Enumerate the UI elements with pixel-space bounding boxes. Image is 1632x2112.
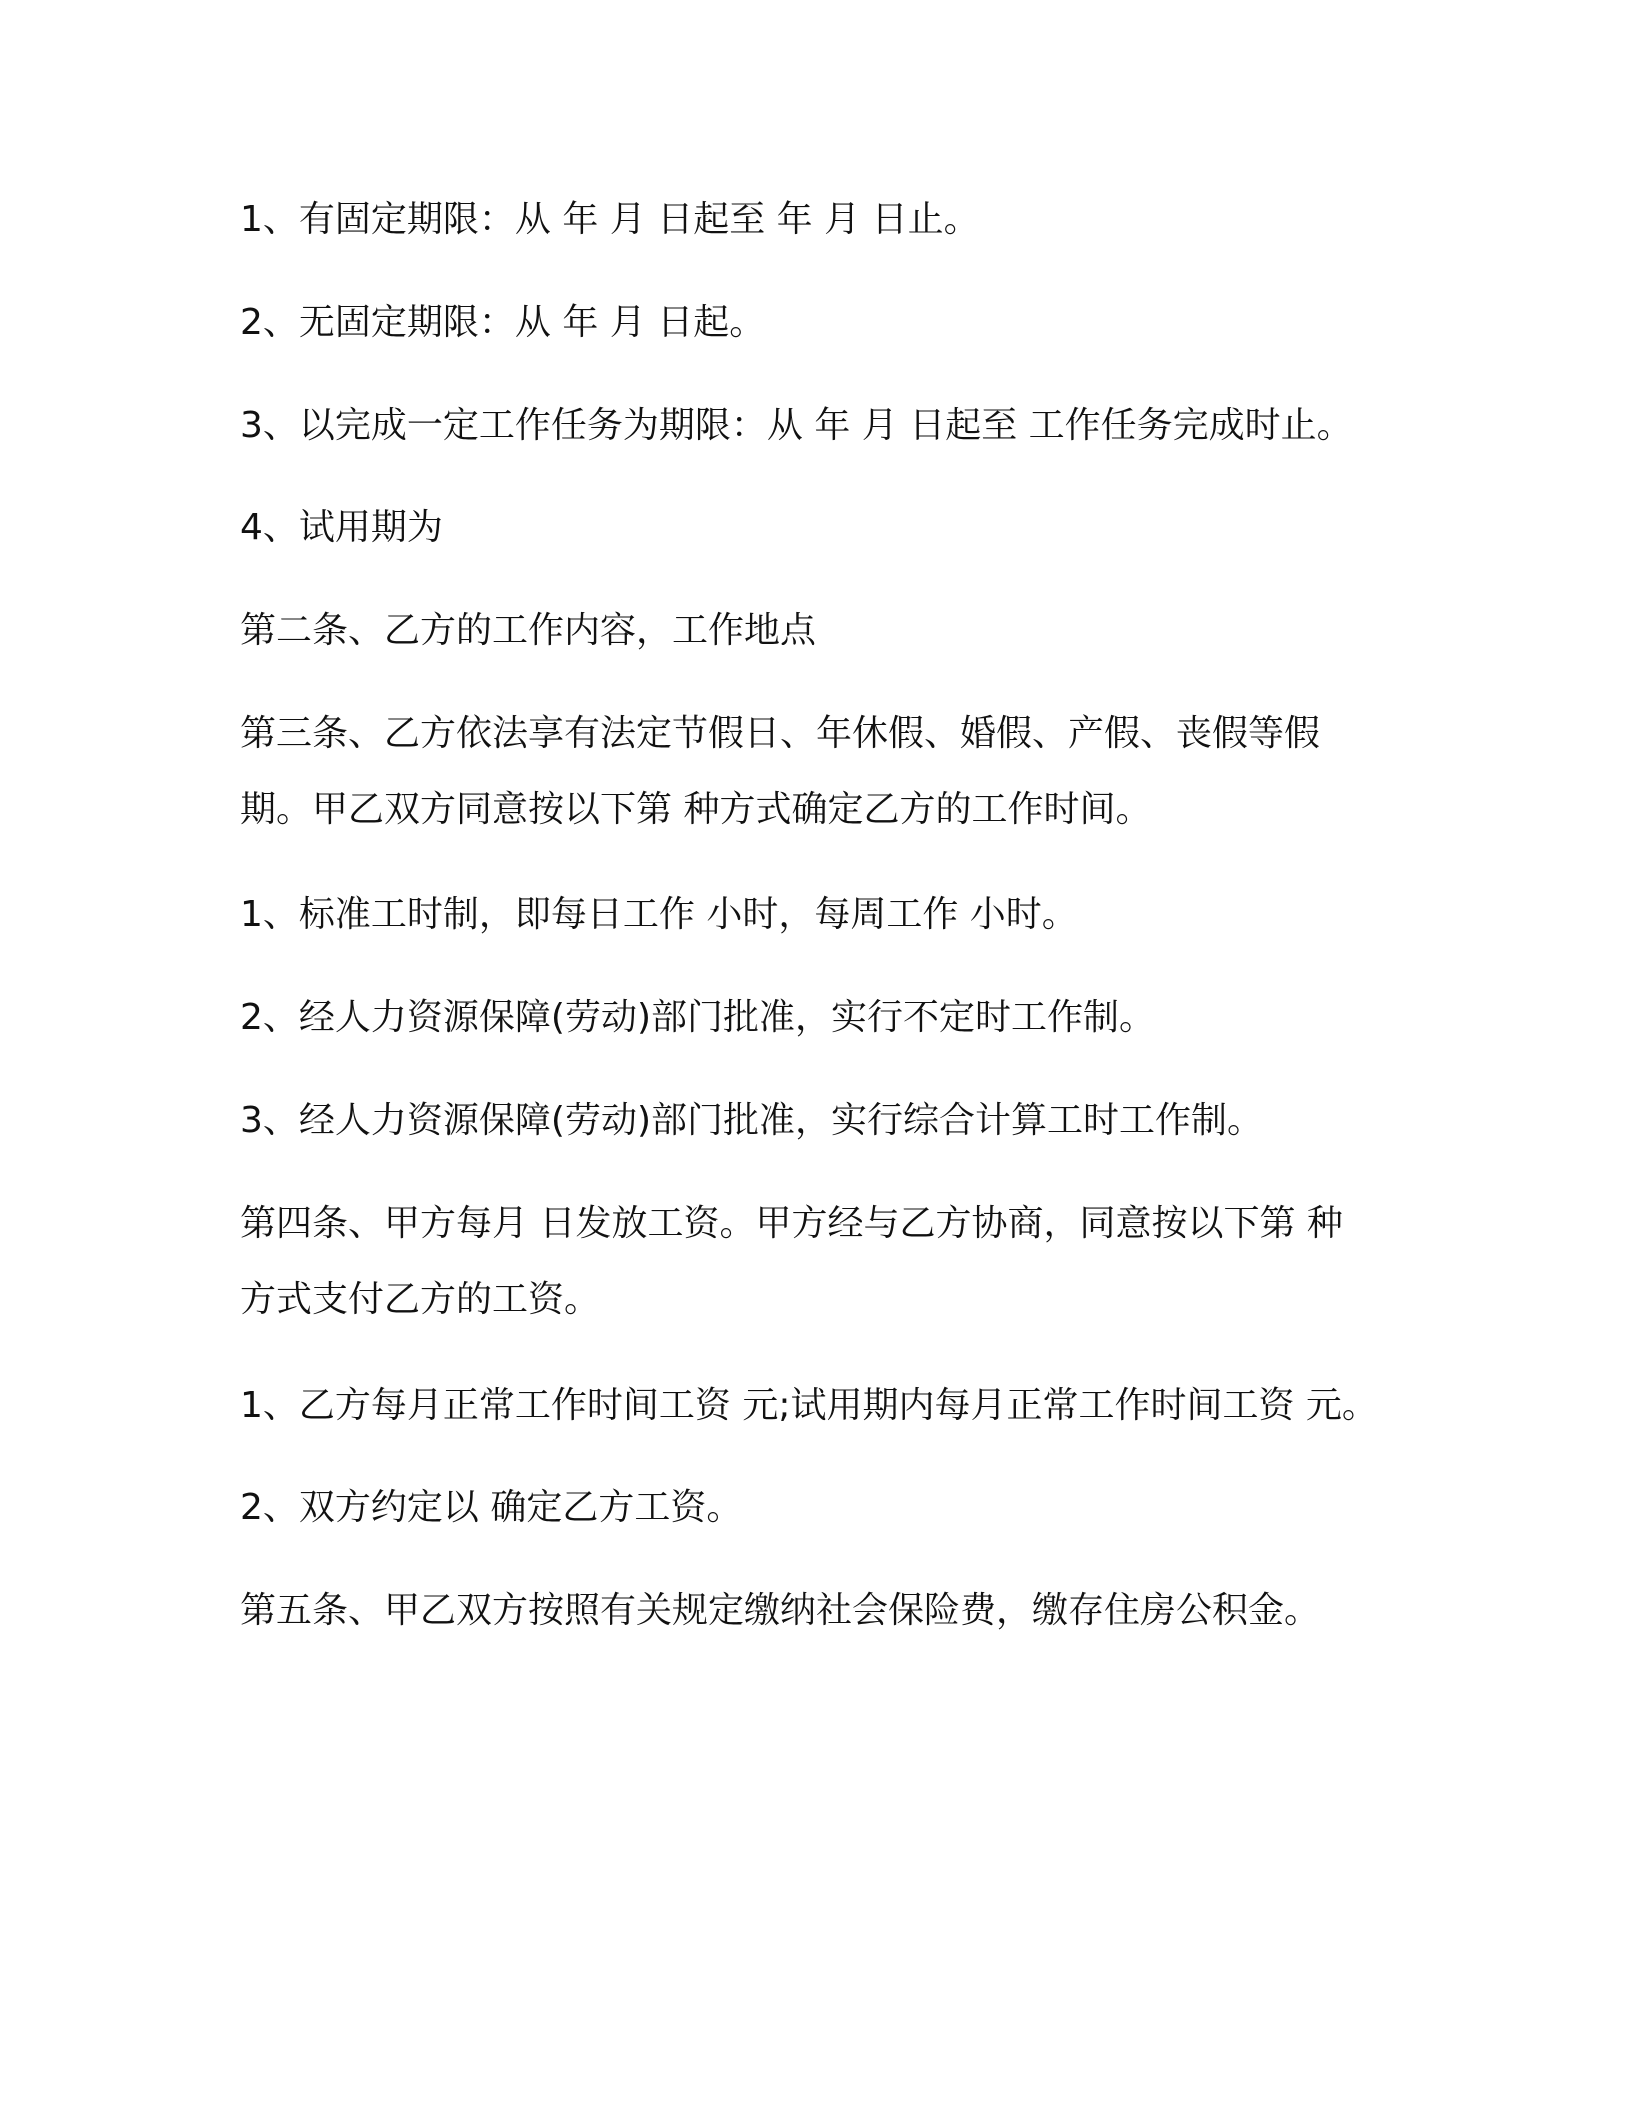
article-heading: 第四条、甲方每月 日发放工资。甲方经与乙方协商，同意按以下第 种 <box>240 1203 1343 1244</box>
clause-line: 3、经人力资源保障(劳动)部门批准，实行综合计算工时工作制。 <box>240 1100 1263 1141</box>
article-heading: 第二条、乙方的工作内容，工作地点 <box>240 610 817 651</box>
paragraph-line: 方式支付乙方的工资。 <box>240 1279 601 1320</box>
paragraph-line: 期。甲乙双方同意按以下第 种方式确定乙方的工作时间。 <box>240 789 1152 830</box>
article-heading: 第五条、甲乙双方按照有关规定缴纳社会保险费，缴存住房公积金。 <box>240 1590 1321 1631</box>
article-heading: 第三条、乙方依法享有法定节假日、年休假、婚假、产假、丧假等假 <box>240 713 1321 754</box>
clause-line: 3、以完成一定工作任务为期限：从 年 月 日起至 工作任务完成时止。 <box>240 405 1353 446</box>
clause-line: 2、无固定期限：从 年 月 日起。 <box>240 302 766 343</box>
clause-line: 1、乙方每月正常工作时间工资 元;试用期内每月正常工作时间工资 元。 <box>240 1385 1378 1426</box>
clause-line: 4、试用期为 <box>240 507 443 548</box>
clause-line: 2、经人力资源保障(劳动)部门批准，实行不定时工作制。 <box>240 997 1155 1038</box>
clause-line: 1、有固定期限：从 年 月 日起至 年 月 日止。 <box>240 199 980 240</box>
clause-line: 2、双方约定以 确定乙方工资。 <box>240 1487 743 1528</box>
clause-line: 1、标准工时制，即每日工作 小时，每周工作 小时。 <box>240 894 1078 935</box>
